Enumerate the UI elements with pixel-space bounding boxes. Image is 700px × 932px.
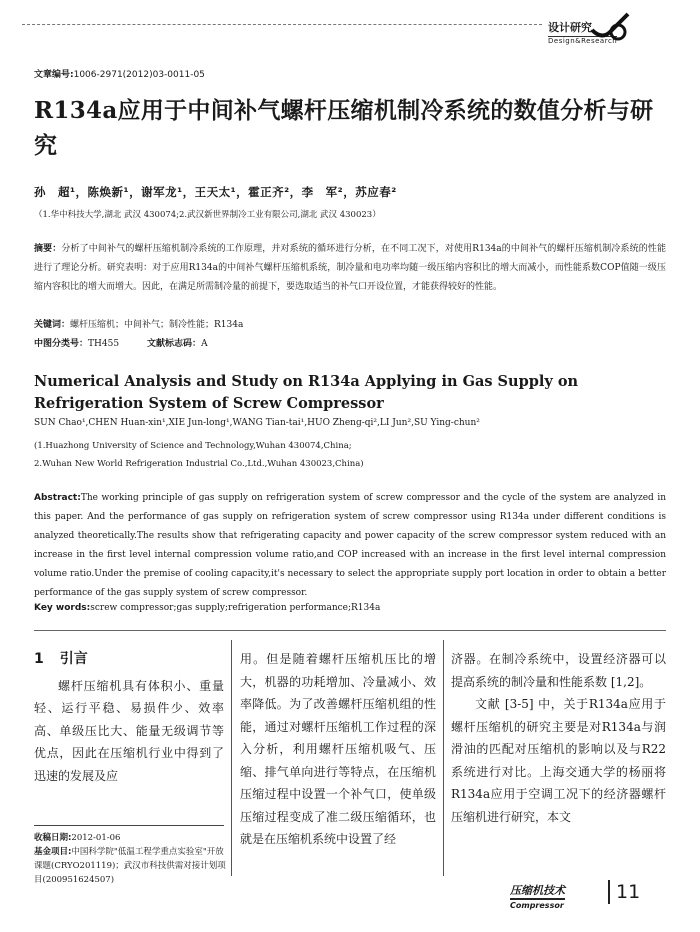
doc-code-value: A — [201, 339, 208, 349]
authors-cn: 孙 超¹，陈焕新¹，谢军龙¹，王天太¹，霍正齐²，李 军²，苏应春² — [34, 185, 397, 199]
page-number: 11 — [608, 880, 640, 904]
footer-brand-en: Compressor — [510, 898, 565, 910]
body-column-1 — [34, 648, 224, 787]
article-number — [34, 67, 205, 80]
section-title: 引言 — [59, 651, 88, 667]
received-date: 2012-01-06 — [71, 833, 121, 843]
classification-label: 中图分类号： — [34, 339, 89, 349]
footnote-rule — [34, 825, 224, 826]
abstract-en-text: The working principle of gas supply on refrigeration system of screw compressor and the cycle of the system are analyzed in this paper. And the performance of gas supply on refrigeration system of screw compressor using R134a under different conditions is analyzed theoretically.The results show that refrigerating capacity and power capacity of the screw compressor system reduced with an increase in the first level internal compression volume ratio,and COP increased with an increase in the first level internal compression volume ratio.Under the premise of cooling capacity,it's necessary to select the appropriate supply port location in order to obtain a better performance of the gas supply system of screw compressor. — [34, 493, 666, 598]
affiliation-en-line1: (1.Huazhong University of Science and Technology,Wuhan 430074,China; — [34, 441, 352, 451]
article-number-value: 1006-2971(2012)03-0011-05 — [73, 70, 205, 80]
footer-brand-logo — [510, 882, 565, 910]
affiliation-cn: （1.华中科技大学,湖北 武汉 430074;2.武汉新世界制冷工业有限公司,湖北 武汉 430023） — [34, 210, 381, 220]
classification-value: TH455 — [88, 339, 120, 349]
article-number-label: 文章编号: — [34, 70, 74, 80]
body-paragraph: 文献 [3-5] 中，关于R134a应用于螺杆压缩机的研究主要是对R134a与润滑油的匹配对压缩机的影响以及与R22系统进行对比。上海交通大学的杨丽将R134a应用于空调工况下的经济器螺杆压缩机进行研究，本文 — [451, 697, 666, 824]
keywords-en-text: screw compressor;gas supply;refrigeration performance;R134a — [90, 603, 381, 613]
doc-code-label: 文献标志码： — [147, 339, 202, 349]
section-heading — [34, 648, 224, 671]
wrench-check-icon — [588, 10, 634, 44]
title-cn: R134a应用于中间补气螺杆压缩机制冷系统的数值分析与研究 — [34, 97, 654, 159]
title-en: Numerical Analysis and Study on R134a Applying in Gas Supply on Refrigeration System of Screw Compressor — [34, 373, 579, 412]
column-divider — [231, 640, 232, 876]
body-column-3 — [451, 648, 666, 828]
abstract-en — [34, 489, 666, 603]
abstract-en-label: Abstract: — [34, 493, 81, 503]
abstract-cn-label: 摘要： — [34, 244, 62, 254]
body-paragraph: 用。但是随着螺杆压缩机压比的增大，机器的功耗增加、冷量减小、效率降低。为了改善螺杆压缩机组的性能，通过对螺杆压缩机工作过程的深入分析，利用螺杆压缩机吸气、压缩、排气单向进行等特点，在压缩机压缩过程中设置一个补气口，使单级压缩过程变成了准二级压缩循环，也就是在压缩机系统中设置了经 — [240, 652, 436, 846]
received-label: 收稿日期: — [34, 833, 72, 843]
fund-label: 基金项目: — [34, 847, 72, 857]
affiliation-en-line2: 2.Wuhan New World Refrigeration Industrial Co.,Ltd.,Wuhan 430023,China) — [34, 459, 364, 469]
section-number: 1 — [34, 651, 44, 667]
footnote — [34, 831, 226, 887]
keywords-cn-label: 关键词： — [34, 320, 71, 330]
keywords-en — [34, 603, 380, 613]
journal-name-en: Design&Research — [548, 37, 618, 45]
header-rule — [22, 24, 542, 25]
keywords-en-label: Key words: — [34, 603, 91, 613]
keywords-cn — [34, 317, 243, 330]
abstract-cn — [34, 240, 666, 297]
body-column-2 — [240, 648, 436, 851]
body-paragraph: 螺杆压缩机具有体积小、重量轻、运行平稳、易损件少、效率高、单级压比大、能量无级调节等优点，因此在压缩机行业中得到了迅速的发展及应 — [34, 678, 224, 783]
classification — [34, 336, 208, 349]
footer-brand-cn: 压缩机技术 — [510, 884, 565, 897]
keywords-cn-text: 螺杆压缩机；中间补气；制冷性能；R134a — [70, 320, 244, 330]
journal-logo — [548, 16, 617, 45]
fund-text: 中国科学院"低温工程学重点实验室"开放课题(CRYO201119)；武汉市科技供需对接计划项目(200951624507) — [34, 847, 226, 885]
abstract-cn-text: 分析了中间补气的螺杆压缩机制冷系统的工作原理，并对系统的循环进行分析，在不同工况下，对使用R134a的中间补气的螺杆压缩机制冷系统的性能进行了理论分析。研究表明：对于应用R134a的中间补气螺杆压缩机系统，制冷量和电功率均随一级压缩内容积比的增大而减小，而性能系数COP值随一级压缩内容积比的增大而增大。因此，在满足所需制冷量的前提下，要选取适当的补气口开设位置，才能获得较好的性能。 — [34, 244, 666, 292]
authors-en: SUN Chao¹,CHEN Huan-xin¹,XIE Jun-long¹,WANG Tian-tai¹,HUO Zheng-qi²,LI Jun²,SU Ying-chun² — [34, 418, 480, 428]
journal-name-cn: 设计研究 — [548, 21, 592, 34]
affiliation-en — [34, 437, 364, 473]
body-paragraph: 济器。在制冷系统中，设置经济器可以提高系统的制冷量和性能系数 [1,2]。 — [451, 652, 666, 689]
section-separator — [34, 630, 666, 631]
column-divider — [443, 640, 444, 876]
